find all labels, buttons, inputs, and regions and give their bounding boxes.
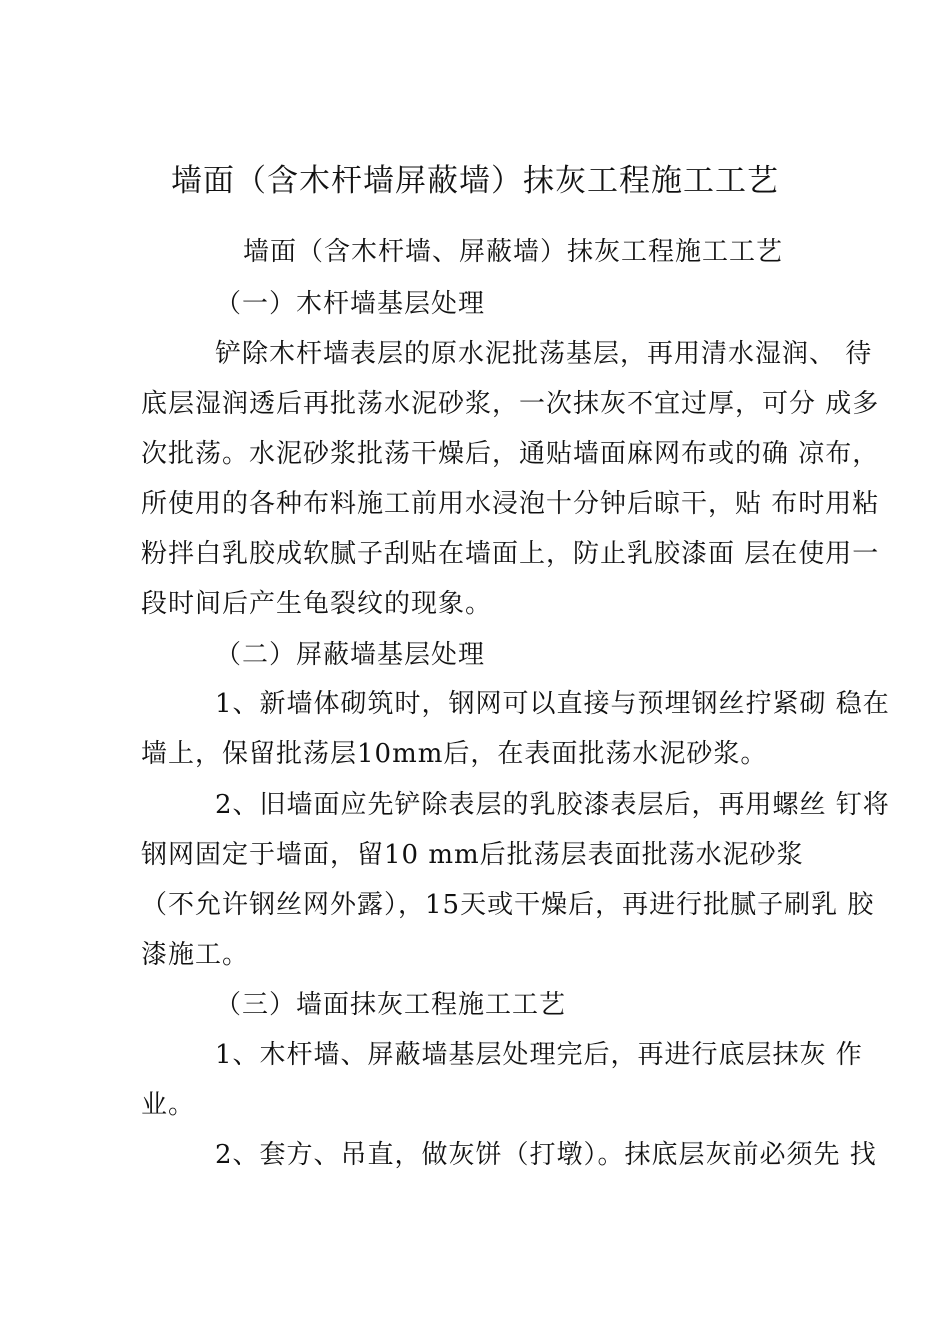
section-1-line-3: 次批荡。水泥砂浆批荡干燥后，通贴墙面麻网布或的确 凉布， xyxy=(141,439,880,469)
section-1-heading: （一）木杆墙基层处理 xyxy=(215,289,486,319)
section-3-heading: （三）墙面抹灰工程施工工艺 xyxy=(215,990,567,1020)
section-2-item-2-line-4: 漆施工。 xyxy=(141,940,250,970)
section-1-line-1: 铲除木杆墙表层的原水泥批荡基层，再用清水湿润、 待 xyxy=(215,339,873,369)
section-3-item-1-line-1: 1、木杆墙、屏蔽墙基层处理完后，再进行底层抹灰 作 xyxy=(215,1040,863,1070)
section-2-item-2-line-1: 2、旧墙面应先铲除表层的乳胶漆表层后，再用螺丝 钉将 xyxy=(215,790,890,820)
section-1-line-4: 所使用的各种布料施工前用水浸泡十分钟后晾干，贴 布时用粘 xyxy=(141,489,880,519)
section-2-item-1-line-2: 墙上，保留批荡层10mm后，在表面批荡水泥砂浆。 xyxy=(141,739,768,769)
section-2-item-1-line-1: 1、新墙体砌筑时，钢网可以直接与预埋钢丝拧紧砌 稳在 xyxy=(215,689,890,719)
section-3-item-2-line-1: 2、套方、吊直，做灰饼（打墩）。抹底层灰前必须先 找 xyxy=(215,1140,877,1170)
section-1-line-6: 段时间后产生龟裂纹的现象。 xyxy=(141,589,493,619)
section-2-heading: （二）屏蔽墙基层处理 xyxy=(215,640,486,670)
section-2-item-2-line-2: 钢网固定于墙面，留10 mm后批荡层表面批荡水泥砂浆 xyxy=(141,840,804,870)
section-1-line-5: 粉拌白乳胶成软腻子刮贴在墙面上，防止乳胶漆面 层在使用一 xyxy=(141,539,880,569)
document-title: 墙面（含木杆墙屏蔽墙）抹灰工程施工工艺 xyxy=(171,163,779,199)
section-2-item-2-line-3: （不允许钢丝网外露），15天或干燥后，再进行批腻子刷乳 胶 xyxy=(141,890,875,920)
document-subtitle: 墙面（含木杆墙、屏蔽墙）抹灰工程施工工艺 xyxy=(243,237,784,267)
section-1-line-2: 底层湿润透后再批荡水泥砂浆，一次抹灰不宜过厚，可分 成多 xyxy=(141,389,880,419)
section-3-item-1-line-2: 业。 xyxy=(141,1090,196,1120)
